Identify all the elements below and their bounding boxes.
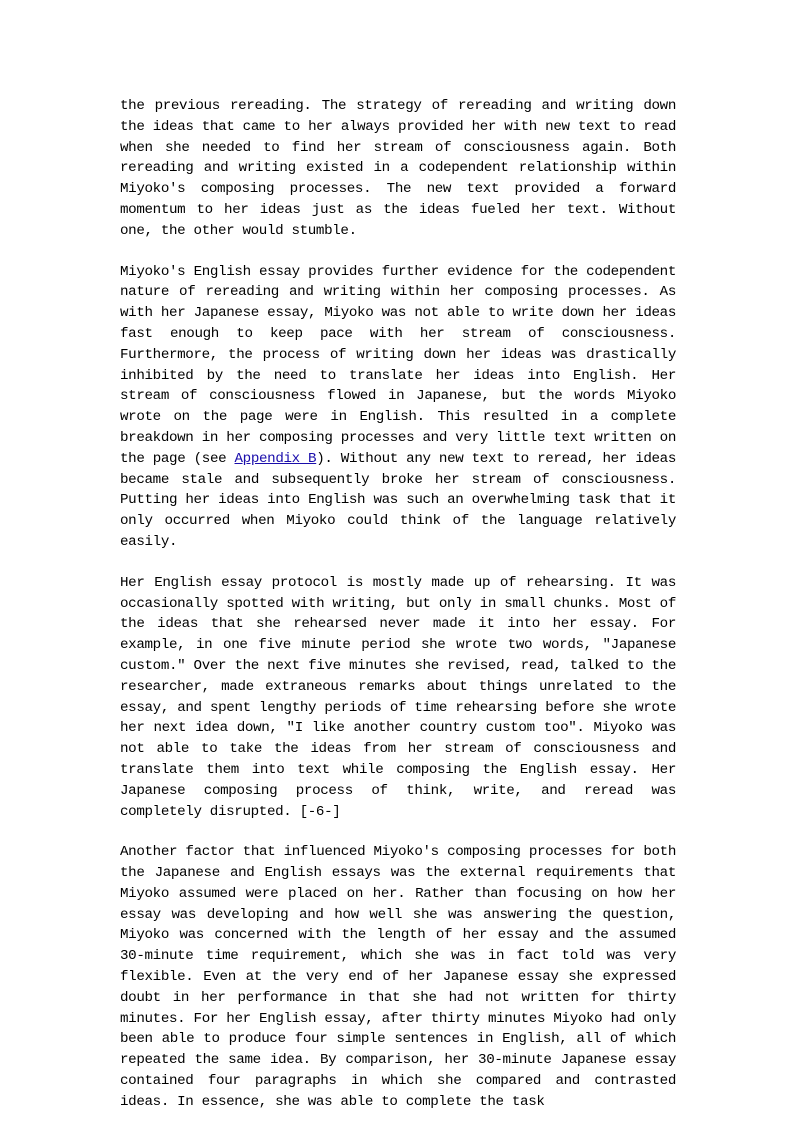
appendix-b-link[interactable]: Appendix B (234, 450, 317, 467)
paragraph-english-essay-text-before: Miyoko's English essay provides further evidence for the codependent nature of rereading and writing within her composing processes. As with her Japanese essay, Miyoko was not able to write down her ideas fast enough to keep pace with her stream of consciousness. Furthermore, the process of writing down her ideas was drastically inhibited by the need to translate her ideas into English. Her stream of consciousness flowed in Japanese, but the words Miyoko wrote on the page were in English. This resulted in a complete breakdown in her composing processes and very little text written on the page (see (120, 263, 676, 467)
document-page (120, 96, 676, 1133)
paragraph-english-essay (120, 262, 676, 553)
paragraph-english-essay-text-after: ). Without any new text to reread, her ideas became stale and subsequently broke her stream of consciousness. Putting her ideas into English was such an overwhelming task that it only occurred when Miyoko could think of the language relatively easily. (120, 450, 677, 550)
paragraph-external-requirements: Another factor that influenced Miyoko's composing processes for both the Japanese and English essays was the external requirements that Miyoko assumed were placed on her. Rather than focusing on how her essay was developing and how well she was answering the question, Miyoko was concerned with the length of her essay and the assumed 30-minute time requirement, which she was in fact told was very flexible. Even at the very end of her Japanese essay she expressed doubt in her performance in that she had not written for thirty minutes. For her English essay, after thirty minutes Miyoko had only been able to produce four simple sentences in English, all of which repeated the same idea. By comparison, her 30-minute Japanese essay contained four paragraphs in which she compared and contrasted ideas. In essence, she was able to complete the task (120, 844, 676, 1110)
paragraph-rereading-strategy: the previous rereading. The strategy of rereading and writing down the ideas that came to her always provided her with new text to read when she needed to find her stream of consciousness again. Both rereading and writing existed in a codependent relationship within Miyoko's composing processes. The new text provided a forward momentum to her ideas just as the ideas fueled her text. Without one, the other would stumble. (120, 98, 676, 239)
paragraph-english-protocol: Her English essay protocol is mostly made up of rehearsing. It was occasionally spotted with writing, but only in small chunks. Most of the ideas that she rehearsed never made it into her essay. For example, in one five minute period she wrote two words, "Japanese custom." Over the next five minutes she revised, read, talked to the researcher, made extraneous remarks about things unrelated to the essay, and spent lengthy periods of time rehearsing before she wrote her next idea down, "I like another country custom too". Miyoko was not able to take the ideas from her stream of consciousness and translate them into text while composing the English essay. Her Japanese composing process of think, write, and reread was completely disrupted. [-6-] (120, 574, 676, 820)
